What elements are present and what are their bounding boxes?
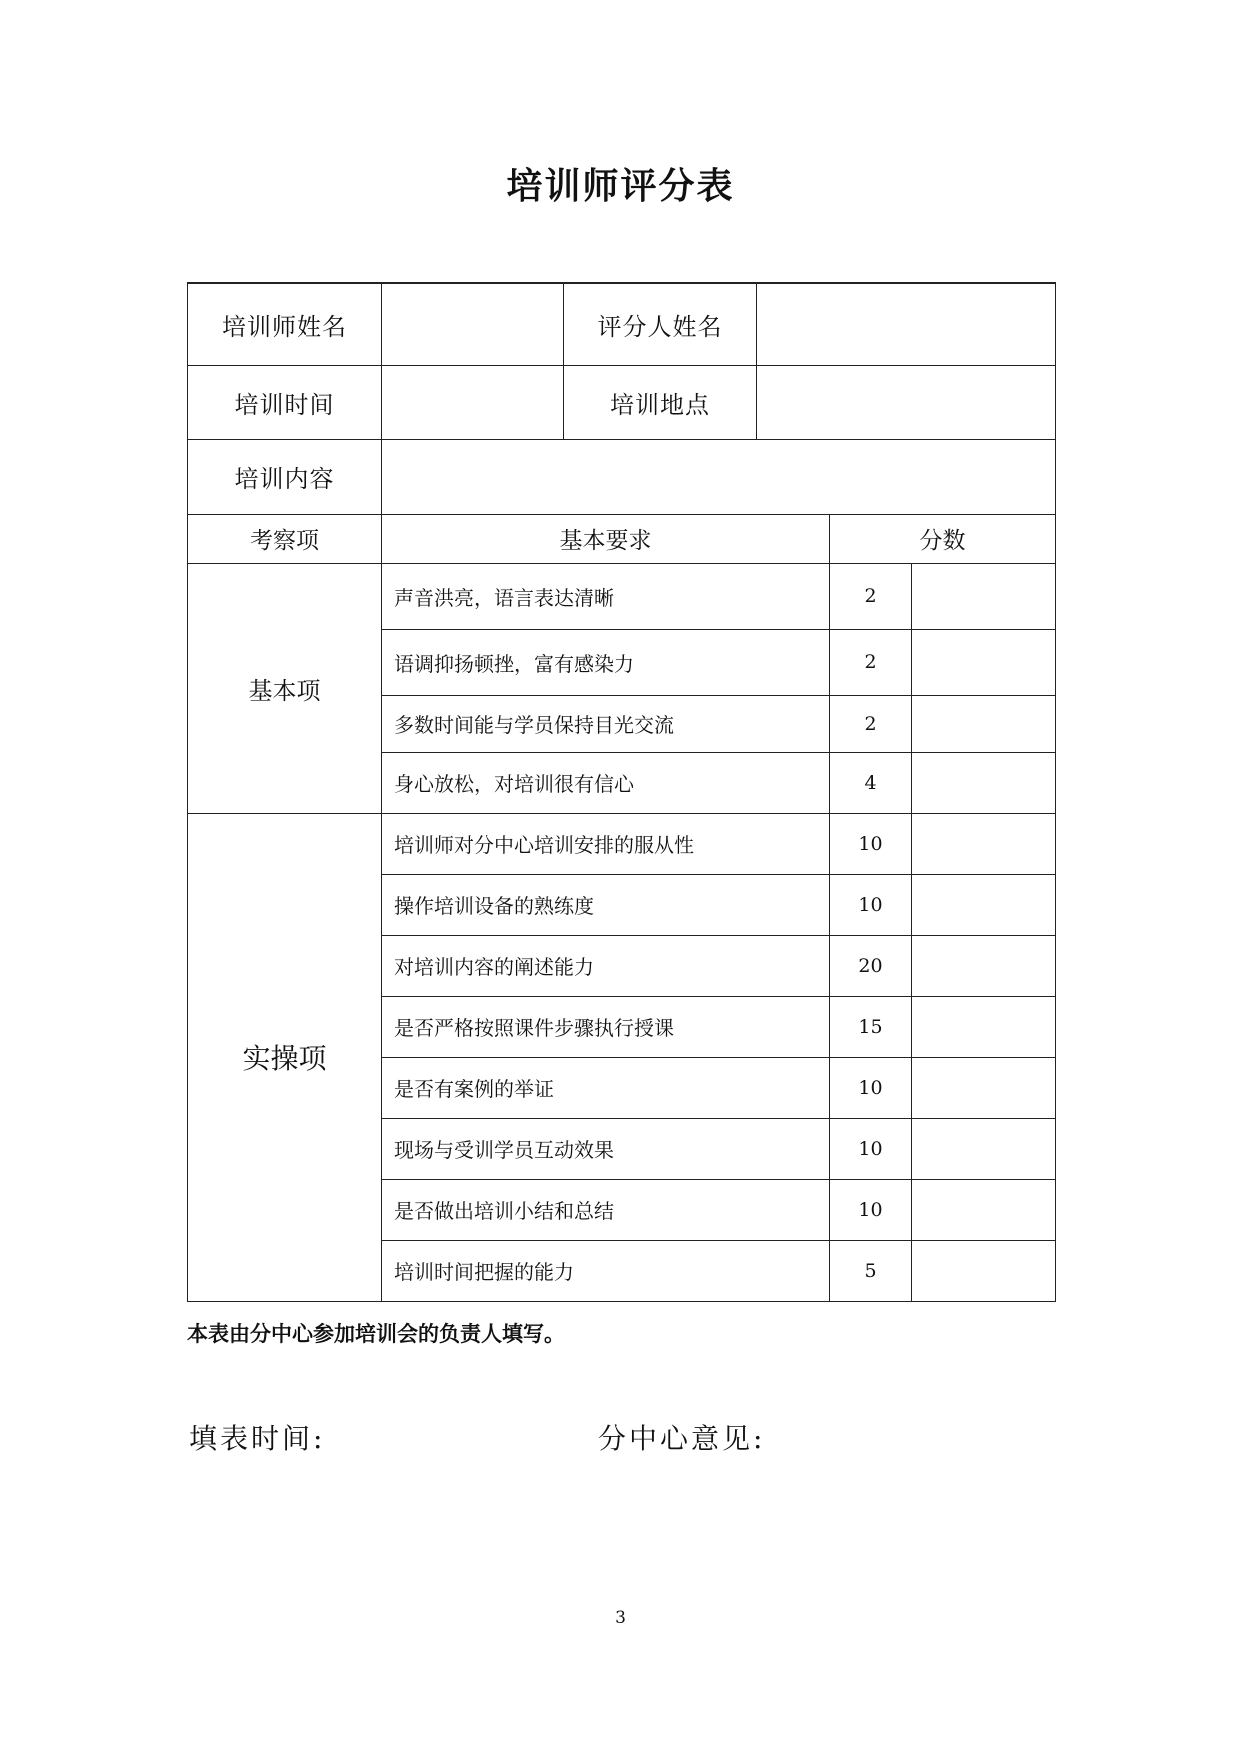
requirement-text: 是否做出培训小结和总结 [382,1179,830,1240]
score-input[interactable] [912,1179,1056,1240]
page-number: 3 [615,1608,626,1628]
info-row-time-location [188,365,1056,439]
criteria-row [188,813,1056,874]
form-note: 本表由分中心参加培训会的负责人填写。 [187,1322,565,1346]
center-opinion-label: 分中心意见: [598,1422,766,1455]
max-points: 15 [830,996,912,1057]
score-input[interactable] [912,813,1056,874]
trainer-name-field[interactable] [382,283,564,365]
score-input[interactable] [912,935,1056,996]
group-label-practical: 实操项 [188,813,382,1301]
trainer-evaluation-table [187,282,1056,1302]
max-points: 4 [830,752,912,813]
info-row-content [188,439,1056,514]
trainer-name-label: 培训师姓名 [188,283,382,365]
training-location-label: 培训地点 [564,365,757,439]
score-input[interactable] [912,1240,1056,1301]
score-input[interactable] [912,1057,1056,1118]
max-points: 10 [830,1118,912,1179]
score-input[interactable] [912,1118,1056,1179]
training-time-label: 培训时间 [188,365,382,439]
requirement-text: 培训师对分中心培训安排的服从性 [382,813,830,874]
max-points: 20 [830,935,912,996]
column-header-row [188,514,1056,563]
criteria-row [188,563,1056,629]
page-title: 培训师评分表 [506,166,735,207]
score-input[interactable] [912,629,1056,695]
training-time-field[interactable] [382,365,564,439]
requirement-text: 声音洪亮，语言表达清晰 [382,563,830,629]
column-header-score: 分数 [830,514,1056,563]
requirement-text: 是否严格按照课件步骤执行授课 [382,996,830,1057]
requirement-text: 现场与受训学员互动效果 [382,1118,830,1179]
score-input[interactable] [912,996,1056,1057]
max-points: 2 [830,563,912,629]
max-points: 10 [830,1179,912,1240]
rater-name-label: 评分人姓名 [564,283,757,365]
info-row-names [188,283,1056,365]
column-header-requirement: 基本要求 [382,514,830,563]
group-label-basic: 基本项 [188,563,382,813]
requirement-text: 身心放松，对培训很有信心 [382,752,830,813]
requirement-text: 多数时间能与学员保持目光交流 [382,695,830,752]
max-points: 10 [830,1057,912,1118]
score-input[interactable] [912,563,1056,629]
score-input[interactable] [912,695,1056,752]
requirement-text: 语调抑扬顿挫，富有感染力 [382,629,830,695]
max-points: 10 [830,874,912,935]
fill-time-label: 填表时间: [189,1422,326,1455]
max-points: 5 [830,1240,912,1301]
requirement-text: 操作培训设备的熟练度 [382,874,830,935]
requirement-text: 培训时间把握的能力 [382,1240,830,1301]
max-points: 2 [830,695,912,752]
max-points: 2 [830,629,912,695]
max-points: 10 [830,813,912,874]
score-input[interactable] [912,752,1056,813]
requirement-text: 是否有案例的举证 [382,1057,830,1118]
training-location-field[interactable] [757,365,1056,439]
score-input[interactable] [912,874,1056,935]
column-header-item: 考察项 [188,514,382,563]
training-content-field[interactable] [382,439,1056,514]
requirement-text: 对培训内容的阐述能力 [382,935,830,996]
rater-name-field[interactable] [757,283,1056,365]
training-content-label: 培训内容 [188,439,382,514]
